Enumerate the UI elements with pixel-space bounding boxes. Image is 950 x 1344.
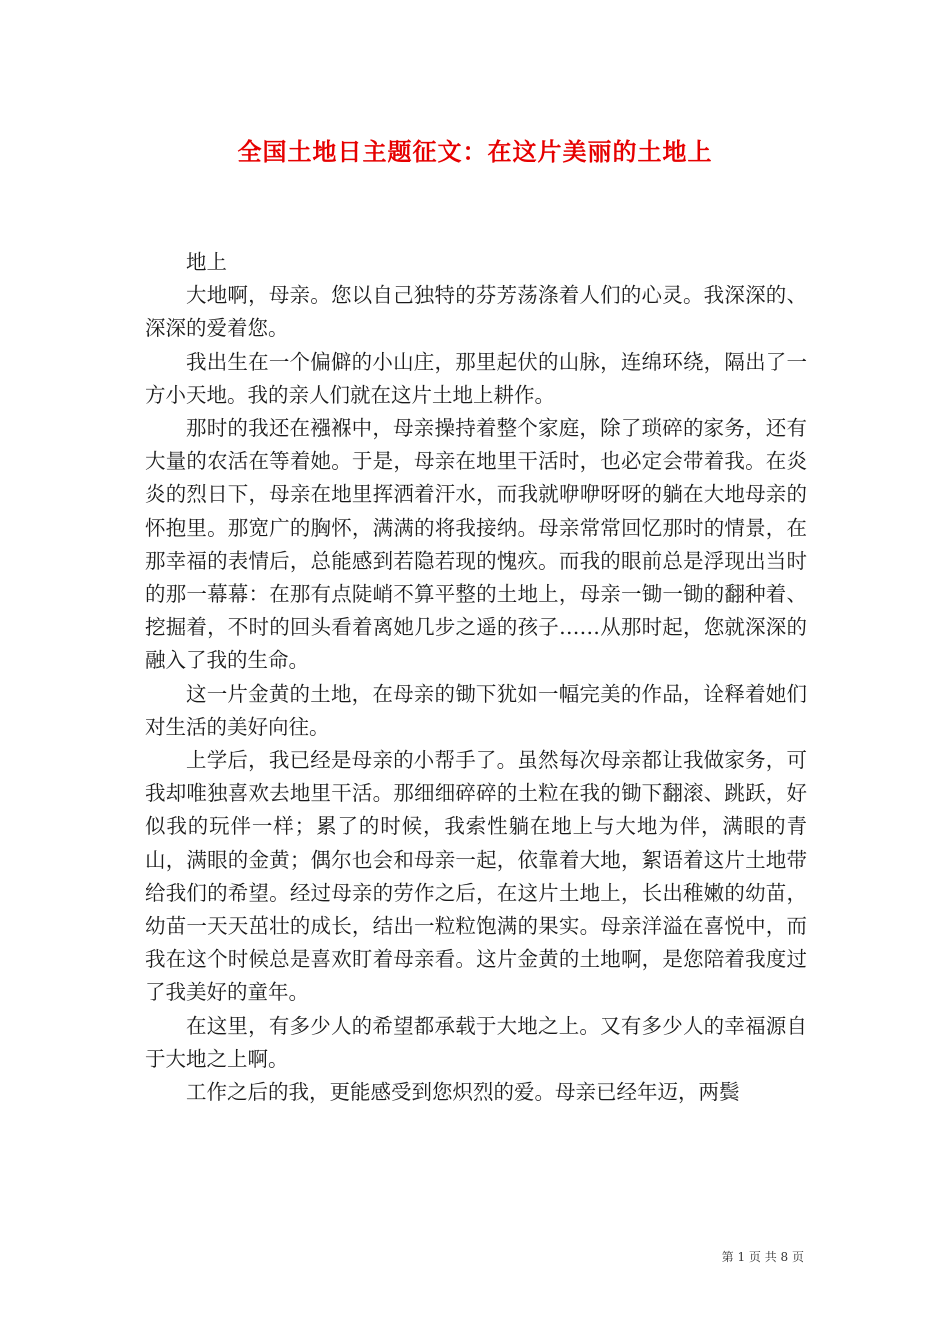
document-title: 全国土地日主题征文：在这片美丽的土地上 (237, 137, 713, 166)
paragraph: 在这里，有多少人的希望都承载于大地之上。又有多少人的幸福源自于大地之上啊。 (145, 1013, 807, 1071)
paragraph: 这一片金黄的土地，在母亲的锄下犹如一幅完美的作品，诠释着她们对生活的美好向往。 (145, 681, 807, 739)
paragraph: 我出生在一个偏僻的小山庄，那里起伏的山脉，连绵环绕，隔出了一方小天地。我的亲人们就在这片土地上耕作。 (145, 349, 807, 407)
page-number: 第 1 页 共 8 页 (721, 1250, 804, 1264)
paragraph: 那时的我还在襁褓中，母亲操持着整个家庭，除了琐碎的家务，还有大量的农活在等着她。于是，母亲在地里干活时，也必定会带着我。在炎炎的烈日下，母亲在地里挥洒着汗水，而我就咿咿呀呀的躺在大地母亲的怀抱里。那宽广的胸怀，满满的将我接纳。母亲常常回忆那时的情景，在那幸福的表情后，总能感到若隐若现的愧疚。而我的眼前总是浮现出当时的那一幕幕：在那有点陡峭不算平整的土地上，母亲一锄一锄的翻种着、挖掘着，不时的回头看着离她几步之遥的孩子……从那时起，您就深深的融入了我的生命。 (145, 416, 807, 673)
paragraph: 工作之后的我，更能感受到您炽烈的爱。母亲已经年迈，两鬓 (186, 1080, 740, 1105)
document-body (145, 246, 807, 1109)
paragraph: 上学后，我已经是母亲的小帮手了。虽然每次母亲都让我做家务，可我却唯独喜欢去地里干活。那细细碎碎的土粒在我的锄下翻滚、跳跃，好似我的玩伴一样；累了的时候，我索性躺在地上与大地为伴，满眼的青山，满眼的金黄；偶尔也会和母亲一起，依靠着大地，絮语着这片土地带给我们的希望。经过母亲的劳作之后，在这片土地上，长出稚嫩的幼苗，幼苗一天天茁壮的成长，结出一粒粒饱满的果实。母亲洋溢在喜悦中，而我在这个时候总是喜欢盯着母亲看。这片金黄的土地啊，是您陪着我度过了我美好的童年。 (145, 748, 807, 1005)
paragraph: 地上 (186, 250, 227, 274)
paragraph: 大地啊，母亲。您以自己独特的芬芳荡涤着人们的心灵。我深深的、深深的爱着您。 (145, 283, 807, 341)
